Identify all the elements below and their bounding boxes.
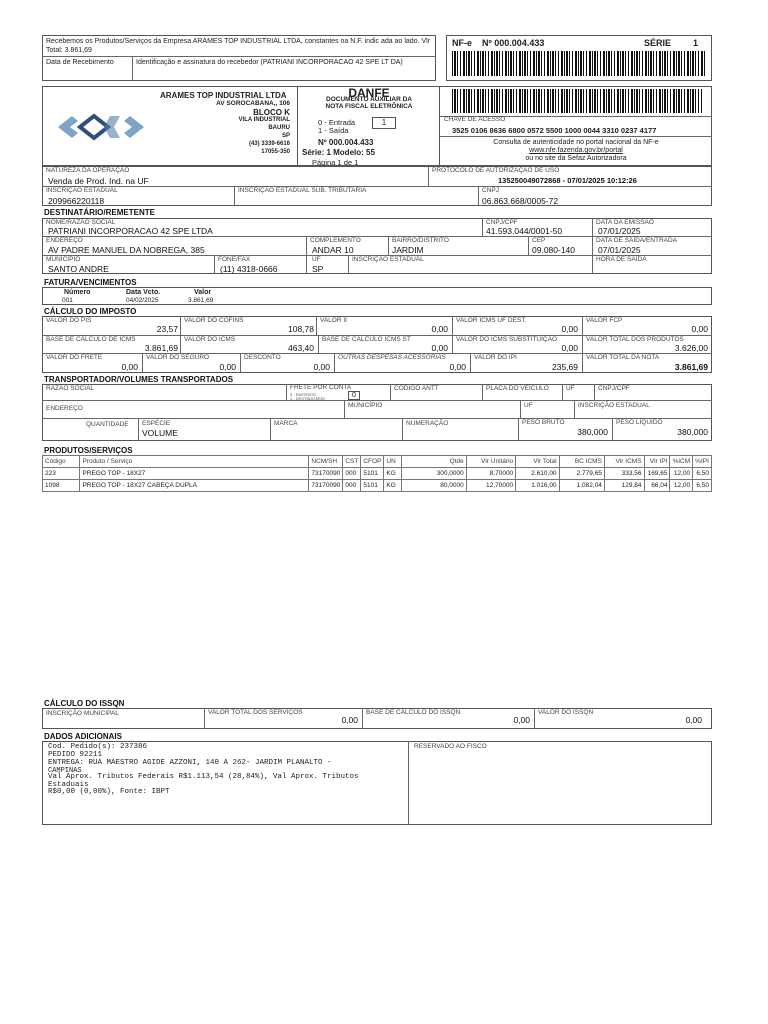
icms-uf-dest-label: VALOR ICMS UF DEST. [456,317,527,324]
danfe-title: DANFE [348,86,390,100]
company-logo [56,112,146,142]
ii-value: 0,00 [431,324,448,334]
destinatario-section: DESTINATÁRIO/REMETENTE [44,208,155,217]
dest-nome-label: NOME/RAZÃO SOCIAL [46,219,116,226]
numeracao-label: NUMERAÇÃO [406,420,449,427]
bc-icms-label: BASE DE CÁLCULO DE ICMS [46,336,136,343]
col-cst: CST [343,456,361,468]
fatura-vcto: 04/02/2025 [126,297,159,304]
dest-uf-label: UF [312,256,321,263]
dest-ie-label: INSCRIÇÃO ESTADUAL [352,256,424,263]
fatura-valor: 3.861,69 [188,297,214,304]
col-bc-icms: BC ICMS [559,456,604,468]
peso-liquido-value: 380,000 [677,427,708,437]
razao-label: RAZÃO SOCIAL [46,385,95,392]
ie-value: 209966220118 [48,196,105,206]
frete-opt1: 0 - EMITENTE [290,392,317,397]
reservado-fisco-label: RESERVADO AO FISCO [414,743,487,750]
serie-value: 1 [693,38,699,48]
cell-vlr-icms: 333,56 [604,468,644,480]
table-row [43,468,712,480]
cell-cst: 000 [343,468,361,480]
dest-complemento: ANDAR 10 [312,245,354,255]
produtos-table [42,455,712,492]
emitente-cep: 17055-350 [261,149,290,155]
seguro-label: VALOR DO SEGURO [146,354,210,361]
pis-value: 23,57 [156,324,178,334]
icms-uf-dest-value: 0,00 [561,324,578,334]
icms-label: VALOR DO ICMS [184,336,236,343]
marca-label: MARCA [274,420,298,427]
desconto-value: 0,00 [313,362,330,372]
adicionais-line2: PEDIDO 92211 [48,751,103,759]
icms-st-value: 0,00 [561,343,578,353]
adicionais-section: DADOS ADICIONAIS [44,732,122,741]
total-produtos-value: 3.626,00 [674,343,708,353]
cell-bc-icms: 2.779,65 [559,468,604,480]
especie-value: VOLUME [142,428,178,438]
cell-pct-icm: 12,00 [670,480,693,492]
danfe-pagina: Página 1 de 1 [312,158,359,167]
nfe-number: Nº 000.004.433 [482,38,545,48]
col-pct-ipi: %IPI [693,456,712,468]
cofins-value: 108,78 [288,324,314,334]
cell-produto: PREGO TOP - 18X27 [80,468,309,480]
dest-saida: 07/01/2025 [598,245,641,255]
protocolo-value: 135250049072868 - 07/01/2025 10:12:26 [498,176,637,185]
dest-emissao-label: DATA DA EMISSÃO [596,219,654,226]
peso-bruto-value: 380,000 [577,427,608,437]
cell-cst: 000 [343,480,361,492]
emitente-address2: BLOCO K [253,108,290,117]
col-un: UN [384,456,402,468]
issqn-valor-label: VALOR DO ISSQN [538,709,594,716]
emitente-uf: SP [281,133,290,139]
iest-label: INSCRIÇÃO ESTADUAL SUB. TRIBUTARIA [238,187,367,194]
serie-label: SÉRIE [644,38,672,48]
cnpj-value: 06.863.668/0005-72 [482,196,559,206]
canhoto-barcode [452,51,706,76]
ie-label: INSCRIÇÃO ESTADUAL [46,187,118,194]
fcp-value: 0,00 [691,324,708,334]
danfe-saida: 1 - Saída [318,126,349,135]
transp-municipio-label: MUNICÍPIO [348,402,383,409]
cell-un: KG [384,468,402,480]
issqn-bc-label: BASE DE CÁLCULO DO ISSQN [366,709,461,716]
transportador-section: TRANSPORTADOR/VOLUMES TRANSPORTADOS [44,375,234,384]
total-nota-value: 3.861,69 [674,362,708,372]
dest-bairro-label: BAIRRO/DISTRITO [392,237,449,244]
data-recebimento-label: Data de Recebimento [46,59,114,66]
antt-label: CÓDIGO ANTT [394,385,439,392]
protocolo-label: PROTOCOLO DE AUTORIZAÇÃO DE USO [432,167,560,174]
imposto-section: CÁLCULO DO IMPOSTO [44,307,137,316]
transp-uf2-label: UF [524,402,533,409]
icms-value: 463,40 [288,343,314,353]
outras-value: 0,00 [449,362,466,372]
adicionais-line7: R$0,00 (0,00%), Fonte: IBPT [48,788,170,796]
danfe-entrada: 0 - Entrada [318,118,356,127]
col-vlr-ipi: Vlr IPI [644,456,670,468]
dest-nome: PATRIANI INCORPORACAO 42 SPE LTDA [48,226,213,236]
dest-bairro: JARDIM [392,245,424,255]
fatura-valor-label: Valor [194,289,212,296]
fatura-numero-label: Número [64,289,91,296]
table-row [43,480,712,492]
outras-label: OUTRAS DESPESAS ACESSÓRIAS [338,354,446,361]
ii-label: VALOR II [320,317,347,324]
danfe-subtitle: DOCUMENTO AUXILIAR DA NOTA FISCAL ELETRÔNICA [325,96,413,110]
dest-fone: (11) 4318-0666 [220,264,278,274]
chave-label: CHAVE DE ACESSO [444,116,506,123]
nfe-label: NF-e [452,38,472,48]
issqn-valor-value: 0,00 [685,715,702,725]
transp-ie-label: INSCRIÇÃO ESTADUAL [578,402,650,409]
total-nota-label: VALOR TOTAL DA NOTA [586,354,660,361]
col-vlr-total: Vlr Total [516,456,559,468]
adicionais-box [42,741,712,825]
issqn-total-value: 0,00 [341,715,358,725]
adicionais-line1: Cod. Pedido(s): 237386 [48,743,148,751]
danfe-tipo: 1 [372,117,396,129]
issqn-total-label: VALOR TOTAL DOS SERVIÇOS [208,709,303,716]
cell-vlr-total: 2.610,00 [516,468,559,480]
cell-vlr-unit: 8,70000 [466,468,515,480]
cell-pct-ipi: 6,50 [693,480,712,492]
cell-vlr-total: 1.016,00 [516,480,559,492]
natureza-label: NATUREZA DA OPERAÇÃO [46,167,130,174]
seguro-value: 0,00 [219,362,236,372]
total-produtos-label: VALOR TOTAL DOS PRODUTOS [586,336,684,343]
desconto-label: DESCONTO [244,354,281,361]
dest-endereco-label: ENDEREÇO [46,237,83,244]
bc-icms-value: 3.861,69 [144,343,178,353]
natureza-value: Venda de Prod. Ind. na UF [48,176,149,186]
dest-endereco: AV PADRE MANUEL DA NOBREGA, 385 [48,245,205,255]
cell-cfop: 5101 [361,468,384,480]
bc-icms-st-label: BASE DE CÁLCULO ICMS ST [322,336,411,343]
fatura-vcto-label: Data Vcto. [126,289,161,296]
transp-uf-label: UF [566,385,575,392]
cell-vlr-icms: 129,84 [604,480,644,492]
chave-value: 3525 0106 8636 6800 0572 5500 1000 0044 3310 0237 4177 [452,126,657,135]
dest-hora-label: HORA DE SAÍDA [596,256,647,263]
cell-vlr-ipi: 66,04 [644,480,670,492]
frete-label: VALOR DO FRETE [46,354,103,361]
emitente-name: ARAMES TOP INDUSTRIAL LTDA [160,91,287,100]
emitente-cidade: BAURU [268,125,290,131]
cell-ncm: 73170090 [309,480,343,492]
placa-label: PLACA DO VEÍCULO [486,385,549,392]
cell-codigo: 223 [43,468,80,480]
cell-vlr-unit: 12,70000 [466,480,515,492]
emitente-bairro: VILA INDUSTRIAL [238,117,290,123]
produtos-section: PRODUTOS/SERVIÇOS [44,446,133,455]
cnpj-label: CNPJ [482,187,499,194]
emitente-fone: (43) 3339-6616 [248,141,290,147]
col-codigo: Código [43,456,80,468]
dest-emissao: 07/01/2025 [598,226,641,236]
cell-un: KG [384,480,402,492]
icms-st-label: VALOR DO ICMS SUBSTITUIÇÃO [456,336,558,343]
ipi-value: 235,69 [552,362,578,372]
cell-pct-icm: 12,00 [670,468,693,480]
dest-complemento-label: COMPLEMENTO [310,237,361,244]
col-produto: Produto / Serviço [80,456,309,468]
bc-icms-st-value: 0,00 [431,343,448,353]
ipi-label: VALOR DO IPI [474,354,517,361]
danfe-numero: Nº 000.004.433 [318,138,374,147]
cell-vlr-ipi: 169,65 [644,468,670,480]
cell-codigo: 1098 [43,480,80,492]
fatura-section: FATURA/VENCIMENTOS [44,278,137,287]
pis-label: VALOR DO PIS [46,317,92,324]
cell-produto: PREGO TOP - 18X27 CABEÇA DUPLA [80,480,309,492]
frete-value: 0,00 [121,362,138,372]
frete-conta-label: FRETE POR CONTA [290,384,352,391]
issqn-im-label: INSCRIÇÃO MUNICIPAL [46,710,119,717]
col-qtde: Qtde [402,456,467,468]
adicionais-line5: Val Aprox. Tributos Federais R$1.113,54 (28,84%), Val Aprox. Tributos [48,773,359,781]
col-cfop: CFOP [361,456,384,468]
identificacao-label: Identificação e assinatura do recebedor (PATRIANI INCORPORACAO 42 SPE LT DA) [136,59,403,66]
dest-cnpj-label: CNPJ/CPF [486,219,518,226]
adicionais-line3: ENTREGA: RUA MAESTRO AGIDE AZZONI, 140 A 262- JARDIM PLANALTO - [48,759,332,767]
adicionais-line6: Estaduais [48,781,89,789]
emitente-address1: AV SOROCABANA,, 106 [216,100,290,107]
issqn-bc-value: 0,00 [513,715,530,725]
peso-liquido-label: PESO LÍQUIDO [616,419,663,426]
col-pct-icm: %ICM [670,456,693,468]
chave-consulta2[interactable]: www.nfe.fazenda.gov.br/portal [529,147,623,154]
col-vlr-unit: Vlr Unitário [466,456,515,468]
fcp-label: VALOR FCP [586,317,623,324]
canhoto-text: Recebemos os Produtos/Serviços da Empresa ARAMES TOP INDUSTRIAL LTDA, constantes na N.F. indic ada ao lado. Vlr Total: 3.861,69 [46,38,431,54]
col-ncm: NCM/SH [309,456,343,468]
cell-qtde: 300,0000 [402,468,467,480]
dest-municipio-label: MUNICÍPIO [46,256,81,263]
quantidade-label: QUANTIDADE [86,421,129,428]
adicionais-line4: CAMPINAS [48,767,82,775]
dest-uf: SP [312,264,324,274]
cell-qtde: 80,0000 [402,480,467,492]
dest-saida-label: DATA DE SAÍDA/ENTRADA [596,237,678,244]
cell-bc-icms: 1.082,04 [559,480,604,492]
chave-consulta1: Consulta de autenticidade no portal nacional da NF-e [493,139,659,146]
frete-value: 0 [348,391,360,400]
dest-cep: 09.080-140 [532,245,576,255]
chave-consulta3: ou no site da Sefaz Autorizadora [525,155,627,162]
dest-fone-label: FONE/FAX [218,256,251,263]
cell-pct-ipi: 6,50 [693,468,712,480]
cofins-label: VALOR DO COFINS [184,317,244,324]
transp-endereco-label: ENDEREÇO [46,405,83,412]
frete-opt2: 1 - DESTINATÁRIO [290,396,326,401]
cell-ncm: 73170090 [309,468,343,480]
chave-barcode [452,89,702,113]
dest-cep-label: CEP [532,237,546,244]
transp-cnpj-label: CNPJ/CPF [598,385,630,392]
especie-label: ESPÉCIE [142,420,171,427]
dest-municipio: SANTO ANDRE [48,264,109,274]
peso-bruto-label: PESO BRUTO [522,419,565,426]
fatura-numero: 001 [62,297,73,304]
produtos-header-row [43,456,712,468]
danfe-serie-modelo: Série: 1 Modelo: 55 [302,148,375,157]
col-vlr-icms: Vlr ICMS [604,456,644,468]
cell-cfop: 5101 [361,480,384,492]
dest-cnpj: 41.593.044/0001-50 [486,226,563,236]
issqn-section: CÁLCULO DO ISSQN [44,699,125,708]
